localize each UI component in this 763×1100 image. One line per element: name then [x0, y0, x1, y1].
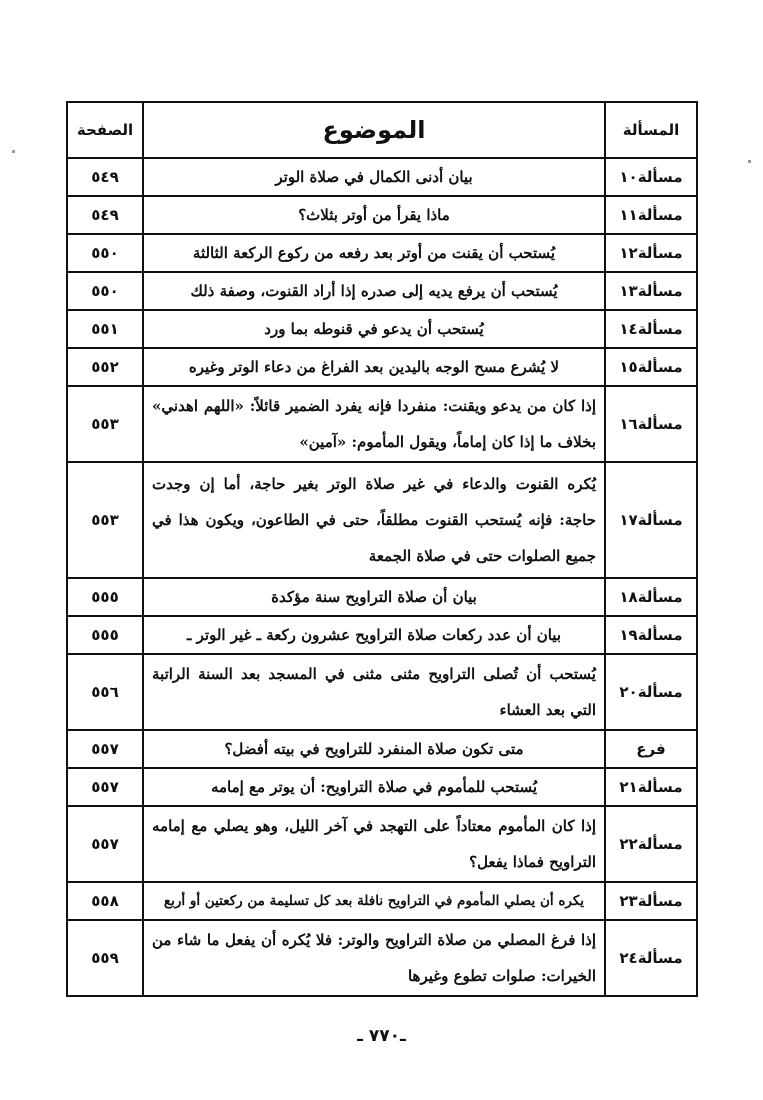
contents-table: [66, 101, 698, 997]
page-number: ٥٥١: [67, 310, 143, 348]
issue-number: مسألة١٢: [605, 234, 697, 272]
issue-number: مسألة١٤: [605, 310, 697, 348]
issue-number: مسألة٢٠: [605, 654, 697, 730]
page-number: ٥٥٧: [67, 730, 143, 768]
page-mark-right: [748, 160, 751, 163]
topic-text: يكره أن يصلي المأموم في التراويح نافلة بعد كل تسليمة من ركعتين أو أربع: [143, 882, 605, 920]
topic-text: يُستحب أن تُصلى التراويح مثنى مثنى في المسجد بعد السنة الراتبة التي بعد العشاء: [143, 654, 605, 730]
table-row: [67, 196, 697, 234]
page-number: ٥٥٣: [67, 462, 143, 578]
page-number: ٥٥٦: [67, 654, 143, 730]
topic-text: ماذا يقرأ من أوتر بثلاث؟: [143, 196, 605, 234]
table-row: [67, 386, 697, 462]
page-number: ٥٤٩: [67, 196, 143, 234]
issue-number: مسألة٢٢: [605, 806, 697, 882]
table-row: [67, 348, 697, 386]
issue-number: مسألة٢٤: [605, 920, 697, 996]
table-row: [67, 882, 697, 920]
topic-text: بيان أن صلاة التراويح سنة مؤكدة: [143, 578, 605, 616]
topic-text: بيان أدنى الكمال في صلاة الوتر: [143, 158, 605, 196]
header-topic: الموضوع: [143, 102, 605, 158]
header-issue: المسألة: [605, 102, 697, 158]
issue-number: مسألة١٧: [605, 462, 697, 578]
table-row: [67, 920, 697, 996]
page-number: ٥٥٥: [67, 578, 143, 616]
issue-number: مسألة٢٣: [605, 882, 697, 920]
issue-number: مسألة١٨: [605, 578, 697, 616]
table-row: [67, 730, 697, 768]
table-row: [67, 272, 697, 310]
topic-text: بيان أن عدد ركعات صلاة التراويح عشرون ركعة ـ غير الوتر ـ: [143, 616, 605, 654]
topic-text: إذا فرغ المصلي من صلاة التراويح والوتر: فلا يُكره أن يفعل ما شاء من الخيرات: صلوات تطوع وغيرها: [143, 920, 605, 996]
issue-number: مسألة٢١: [605, 768, 697, 806]
issue-number: مسألة١٦: [605, 386, 697, 462]
page-number: ٥٥٢: [67, 348, 143, 386]
topic-text: إذا كان من يدعو ويقنت: منفردا فإنه يفرد الضمير قائلاً: «اللهم اهدني» بخلاف ما إذا كان إماماً، ويقول المأموم: «آمين»: [143, 386, 605, 462]
issue-number: مسألة١٥: [605, 348, 697, 386]
topic-text: يُستحب أن يرفع يديه إلى صدره إذا أراد القنوت، وصفة ذلك: [143, 272, 605, 310]
issue-number: مسألة١٩: [605, 616, 697, 654]
page-mark-left: [12, 150, 15, 153]
page-number: ٥٥٨: [67, 882, 143, 920]
table-row: [67, 234, 697, 272]
topic-text: يُستحب أن يقنت من أوتر بعد رفعه من ركوع الركعة الثالثة: [143, 234, 605, 272]
topic-text: متى تكون صلاة المنفرد للتراويح في بيته أفضل؟: [143, 730, 605, 768]
table-row: [67, 806, 697, 882]
header-page: الصفحة: [67, 102, 143, 158]
page-number: ٥٤٩: [67, 158, 143, 196]
page-number: ٥٥٧: [67, 768, 143, 806]
topic-text: يُستحب للمأموم في صلاة التراويح: أن يوتر مع إمامه: [143, 768, 605, 806]
header-row: [67, 102, 697, 158]
issue-number: مسألة١٣: [605, 272, 697, 310]
page-number-footer: ـ٧٧٠ ـ: [357, 1026, 406, 1046]
table-row: [67, 654, 697, 730]
page-number: ٥٥٣: [67, 386, 143, 462]
table-row: [67, 462, 697, 578]
table-row: [67, 158, 697, 196]
page-number: ٥٥٠: [67, 272, 143, 310]
topic-text: لا يُشرع مسح الوجه باليدين بعد الفراغ من دعاء الوتر وغيره: [143, 348, 605, 386]
table-row: [67, 768, 697, 806]
page-number: ٥٥٥: [67, 616, 143, 654]
table-row: [67, 616, 697, 654]
topic-text: يُكره القنوت والدعاء في غير صلاة الوتر بغير حاجة، أما إن وجدت حاجة: فإنه يُستحب القنوت مطلقاً، حتى في الطاعون، ويكون هذا في جميع الصلوات حتى في صلاة الجمعة: [143, 462, 605, 578]
topic-text: يُستحب أن يدعو في قنوطه بما ورد: [143, 310, 605, 348]
page-number: ٥٥٧: [67, 806, 143, 882]
page-number: ٥٥٩: [67, 920, 143, 996]
topic-text: إذا كان المأموم معتاداً على التهجد في آخر الليل، وهو يصلي مع إمامه التراويح فماذا يفعل؟: [143, 806, 605, 882]
table-row: [67, 578, 697, 616]
issue-number: مسألة١٠: [605, 158, 697, 196]
page-number: ٥٥٠: [67, 234, 143, 272]
issue-number: مسألة١١: [605, 196, 697, 234]
table-row: [67, 310, 697, 348]
issue-number: فرع: [605, 730, 697, 768]
